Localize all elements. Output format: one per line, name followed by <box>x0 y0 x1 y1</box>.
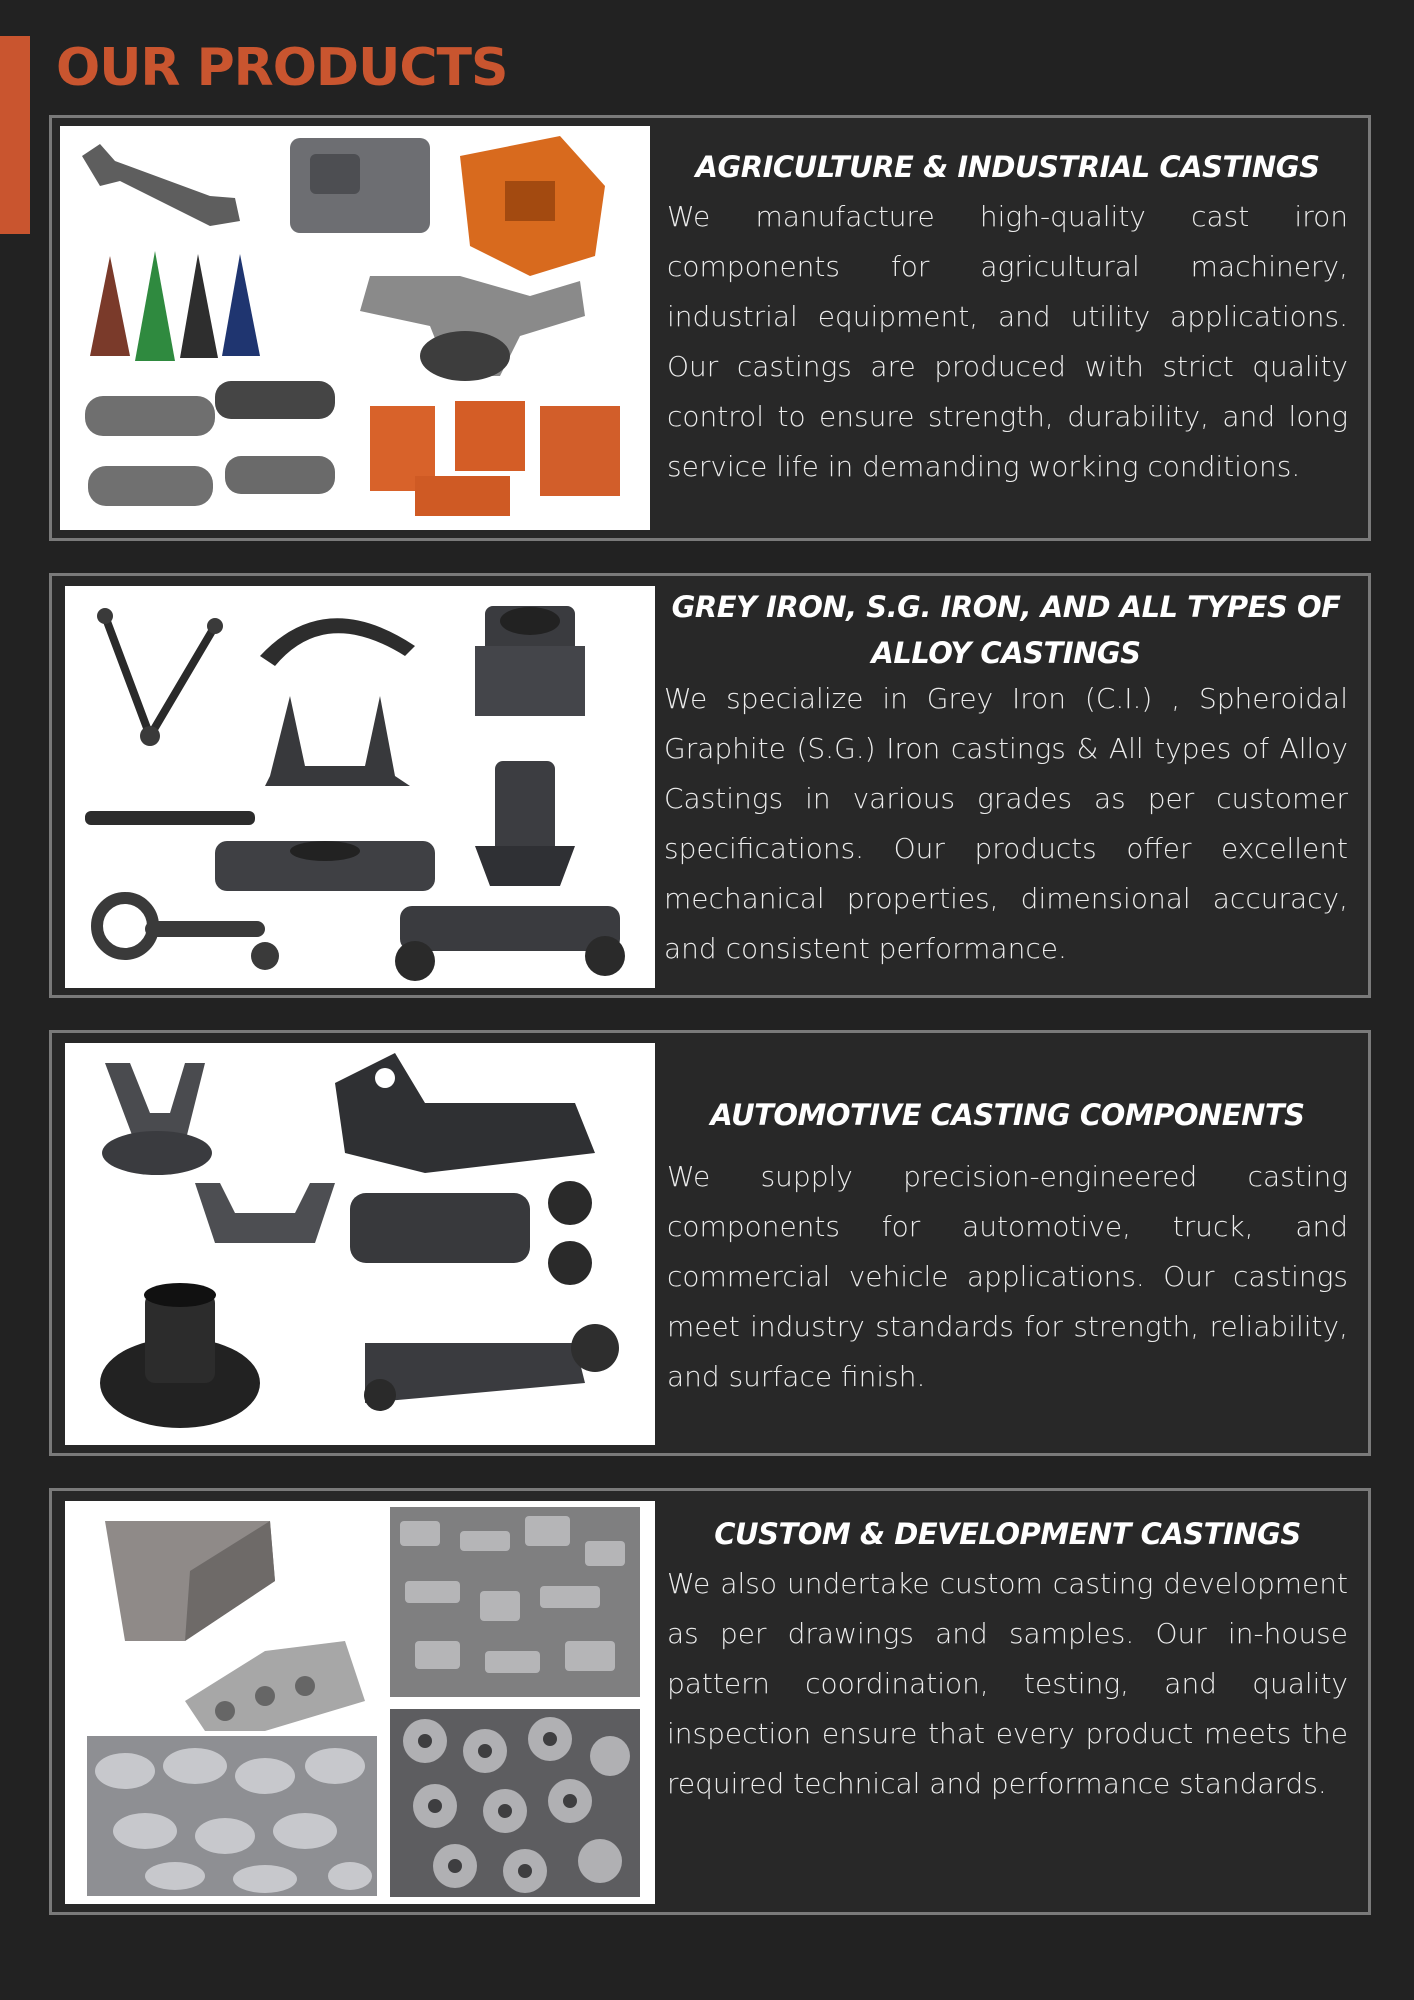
product-card-automotive <box>49 1030 1371 1456</box>
agriculture-text-block <box>667 144 1348 492</box>
page-title: OUR PRODUCTS <box>56 38 508 98</box>
section-heading: CUSTOM & DEVELOPMENT CASTINGS <box>714 1517 1301 1551</box>
custom-castings-photo <box>65 1501 655 1904</box>
product-card-custom-development <box>49 1488 1371 1915</box>
grey-sg-iron-castings-photo <box>65 586 655 988</box>
product-card-grey-sg-iron <box>49 573 1371 998</box>
grey-sg-iron-text-block <box>664 584 1348 974</box>
agriculture-castings-photo <box>60 126 650 530</box>
section-heading: AUTOMOTIVE CASTING COMPONENTS <box>710 1098 1305 1132</box>
section-description: We also undertake custom casting development as per drawings and samples. Our in-house pattern coordination, testing, and quality inspection ensure that every product meets the required technical and performance standards. <box>667 1567 1348 1800</box>
custom-text-block <box>667 1511 1348 1809</box>
section-description: We manufacture high-quality cast iron components for agricultural machinery, industrial equipment, and utility applications. Our castings are produced with strict quality control to ensure strength, durability, and long service life in demanding working conditions. <box>667 200 1348 483</box>
section-description: We supply precision-engineered casting components for automotive, truck, and commercial vehicle applications. Our castings meet industry standards for strength, reliability, and surface finish. <box>667 1160 1348 1393</box>
section-description: We specialize in Grey Iron (C.I.) , Spheroidal Graphite (S.G.) Iron castings & All types of Alloy Castings in various grades as per customer specifications. Our products offer excellent mechanical properties, dimensional accuracy, and consistent performance. <box>664 682 1348 965</box>
accent-bar <box>0 36 30 234</box>
section-heading: AGRICULTURE & INDUSTRIAL CASTINGS <box>695 150 1320 184</box>
automotive-castings-photo <box>65 1043 655 1445</box>
product-card-agriculture <box>49 115 1371 541</box>
section-heading: GREY IRON, S.G. IRON, AND ALL TYPES OF ALLOY CASTINGS <box>671 590 1341 670</box>
automotive-text-block <box>667 1092 1348 1402</box>
